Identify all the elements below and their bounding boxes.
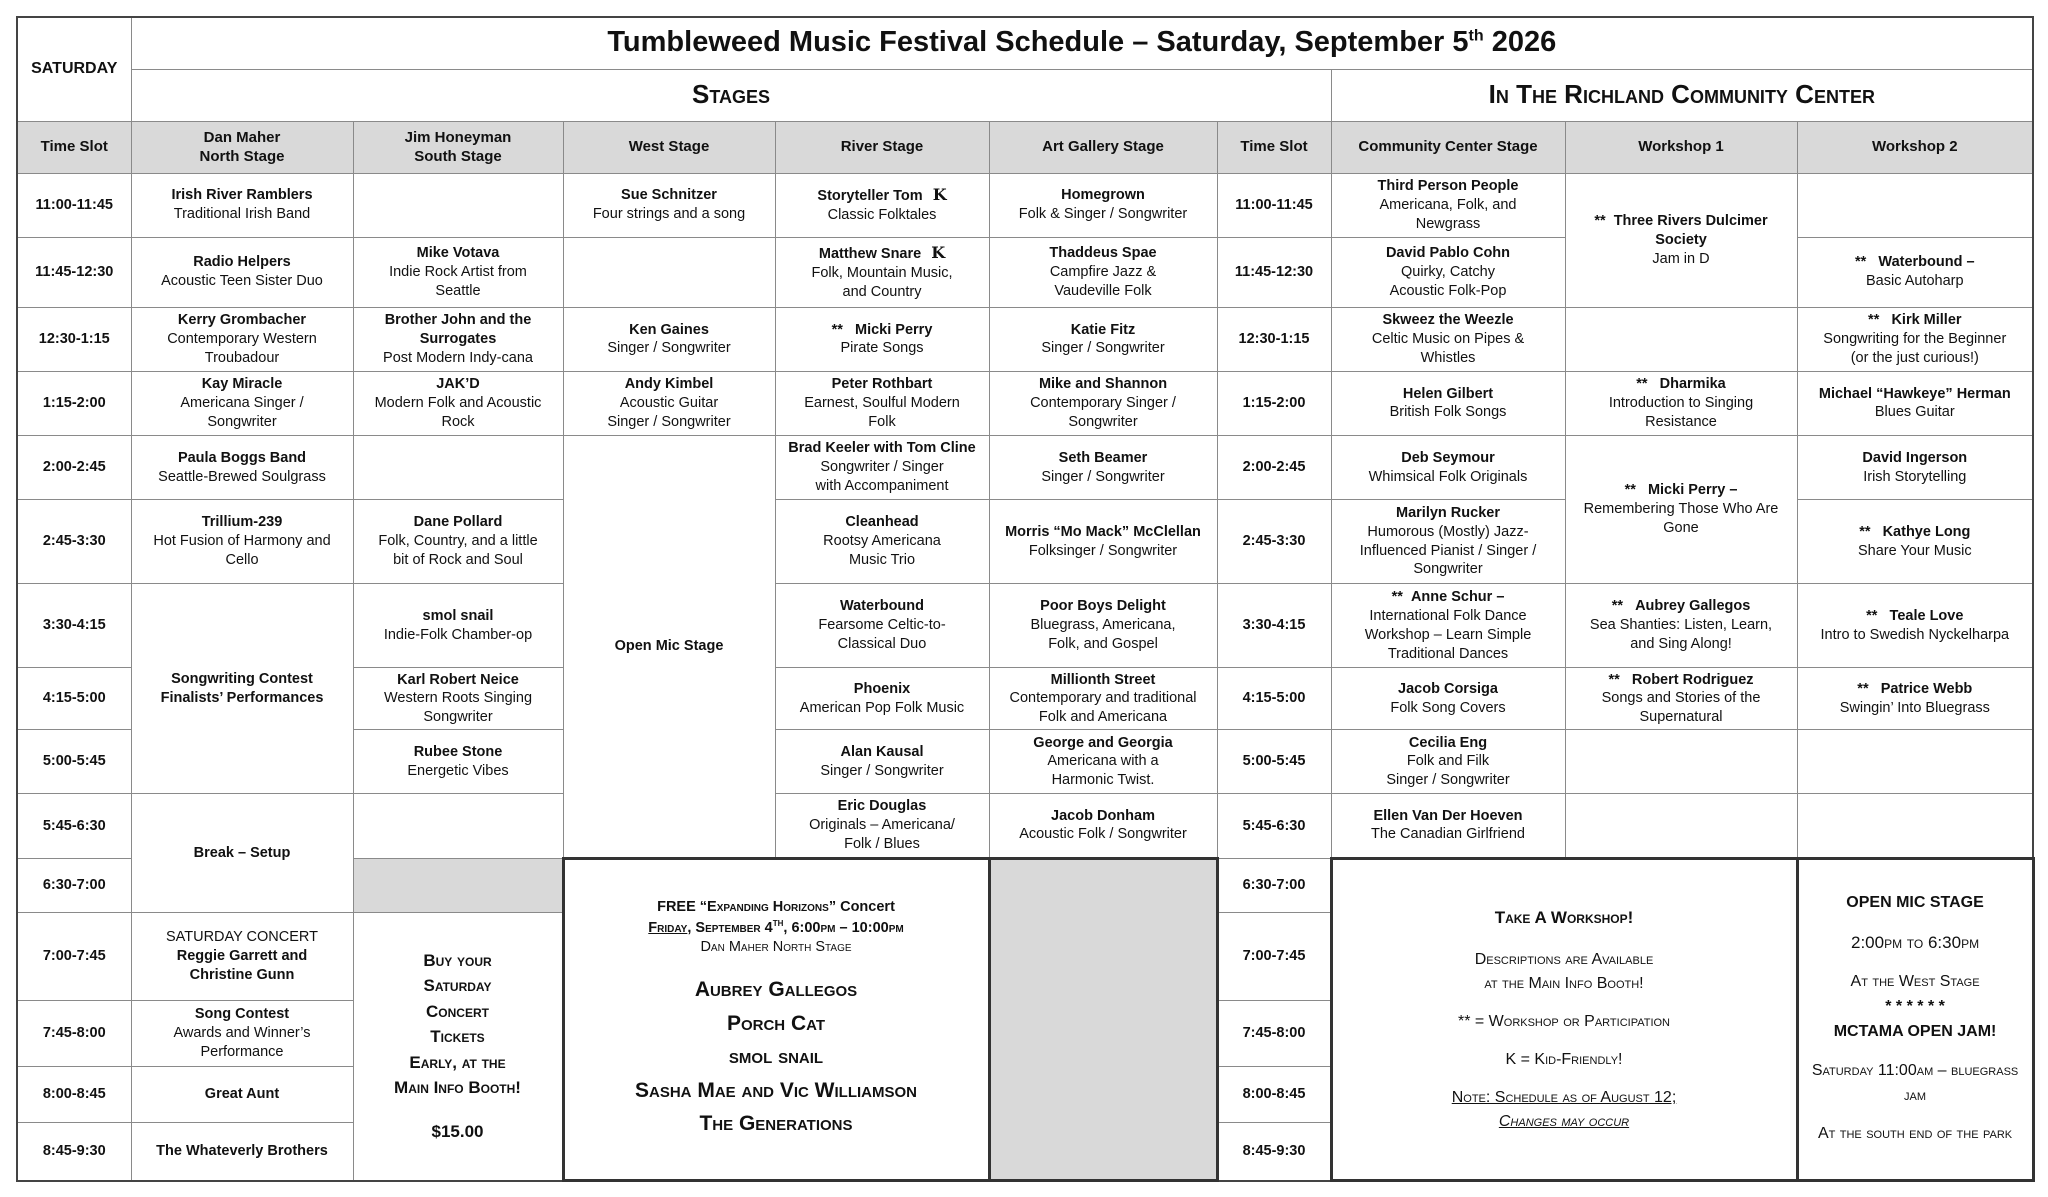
ticket-price: $15.00 — [431, 1121, 484, 1141]
time-slot: 3:30-4:15 — [1217, 584, 1331, 668]
promo-act: Aubrey Gallegos — [694, 977, 858, 1001]
stages-section-header: Stages — [131, 69, 1331, 121]
workshop-1-slot-empty — [1565, 794, 1797, 858]
time-slot: 5:00-5:45 — [17, 730, 131, 794]
art-gallery-stage-slot: Poor Boys Delight Bluegrass, Americana, Folk, and Gospel — [989, 584, 1217, 668]
time-slot: 7:45-8:00 — [17, 1000, 131, 1066]
col-header-workshop-1: Workshop 1 — [1565, 121, 1797, 173]
workshop-1-slot: ** Dharmika Introduction to Singing Resistance — [1565, 371, 1797, 435]
workshop-2-slot: Michael “Hawkeye” Herman Blues Guitar — [1797, 371, 2033, 435]
north-stage-slot: Great Aunt — [131, 1066, 353, 1122]
west-stage-open-mic: Open Mic Stage — [563, 436, 775, 859]
north-stage-slot: Irish River Ramblers Traditional Irish Band — [131, 173, 353, 237]
workshop-2-slot: ** Teale Love Intro to Swedish Nyckelharpa — [1797, 584, 2033, 668]
col-header-community-center-stage: Community Center Stage — [1331, 121, 1565, 173]
workshop-2-slot: ** Waterbound – Basic Autoharp — [1797, 237, 2033, 307]
south-stage-slot-empty — [353, 794, 563, 858]
community-center-slot: Skweez the Weezle Celtic Music on Pipes & Whistles — [1331, 307, 1565, 371]
west-stage-slot-empty — [563, 237, 775, 307]
art-gallery-stage-slot: Thaddeus Spae Campfire Jazz & Vaudeville Folk — [989, 237, 1217, 307]
river-stage-slot: Brad Keeler with Tom Cline Songwriter / Singer with Accompaniment — [775, 436, 989, 500]
time-slot: 11:00-11:45 — [1217, 173, 1331, 237]
time-slot: 5:00-5:45 — [1217, 730, 1331, 794]
promo-act: Porch Cat — [726, 1011, 826, 1035]
time-slot: 12:30-1:15 — [17, 307, 131, 371]
col-header-south-stage: Jim Honeyman South Stage — [353, 121, 563, 173]
col-header-art-gallery-stage: Art Gallery Stage — [989, 121, 1217, 173]
col-header-river-stage: River Stage — [775, 121, 989, 173]
workshop-2-slot-empty — [1797, 794, 2033, 858]
time-slot: 7:00-7:45 — [1217, 912, 1331, 1000]
art-gallery-stage-slot: Jacob Donham Acoustic Folk / Songwriter — [989, 794, 1217, 858]
time-slot: 7:00-7:45 — [17, 912, 131, 1000]
time-slot: 1:15-2:00 — [17, 371, 131, 435]
north-stage-slot: Trillium-239 Hot Fusion of Harmony and Cello — [131, 500, 353, 584]
community-center-slot: David Pablo Cohn Quirky, Catchy Acoustic Folk-Pop — [1331, 237, 1565, 307]
workshop-1-slot: ** Micki Perry – Remembering Those Who Are Gone — [1565, 436, 1797, 584]
workshop-1-slot-empty — [1565, 307, 1797, 371]
time-slot: 11:45-12:30 — [1217, 237, 1331, 307]
community-center-slot: Cecilia Eng Folk and Filk Singer / Songwriter — [1331, 730, 1565, 794]
north-stage-slot: Radio Helpers Acoustic Teen Sister Duo — [131, 237, 353, 307]
river-stage-slot: Waterbound Fearsome Celtic-to- Classical Duo — [775, 584, 989, 668]
festival-schedule-table — [16, 16, 2035, 1182]
workshop-1-slot-empty — [1565, 730, 1797, 794]
promo-act: The Generations — [699, 1112, 853, 1136]
river-stage-slot: Eric Douglas Originals – Americana/ Folk / Blues — [775, 794, 989, 858]
art-gallery-closed-block — [989, 858, 1217, 1181]
north-stage-slot: Songwriting Contest Finalists’ Performances — [131, 584, 353, 794]
time-slot: 8:00-8:45 — [1217, 1066, 1331, 1122]
workshop-2-slot: David Ingerson Irish Storytelling — [1797, 436, 2033, 500]
time-slot: 8:00-8:45 — [17, 1066, 131, 1122]
community-center-slot: Helen Gilbert British Folk Songs — [1331, 371, 1565, 435]
river-stage-slot: ** Micki Perry Pirate Songs — [775, 307, 989, 371]
river-stage-slot: Phoenix American Pop Folk Music — [775, 668, 989, 730]
col-header-west-stage: West Stage — [563, 121, 775, 173]
workshop-2-slot-empty — [1797, 730, 2033, 794]
workshop-2-slot-empty — [1797, 173, 2033, 237]
south-stage-slot-closed — [353, 858, 563, 912]
art-gallery-stage-slot: Seth Beamer Singer / Songwriter — [989, 436, 1217, 500]
north-stage-slot: Kerry Grombacher Contemporary Western Troubadour — [131, 307, 353, 371]
south-stage-slot: Mike Votava Indie Rock Artist from Seattle — [353, 237, 563, 307]
time-slot: 2:45-3:30 — [1217, 500, 1331, 584]
community-center-slot: Marilyn Rucker Humorous (Mostly) Jazz- Influenced Pianist / Singer / Songwriter — [1331, 500, 1565, 584]
time-slot: 5:45-6:30 — [1217, 794, 1331, 858]
time-slot: 3:30-4:15 — [17, 584, 131, 668]
community-center-slot: Jacob Corsiga Folk Song Covers — [1331, 668, 1565, 730]
north-stage-slot: Break – Setup — [131, 794, 353, 912]
north-stage-slot: Kay Miracle Americana Singer / Songwriter — [131, 371, 353, 435]
south-stage-slot-empty — [353, 173, 563, 237]
workshop-2-slot: ** Kathye Long Share Your Music — [1797, 500, 2033, 584]
art-gallery-stage-slot: Katie Fitz Singer / Songwriter — [989, 307, 1217, 371]
time-slot: 8:45-9:30 — [17, 1122, 131, 1180]
workshop-1-slot: ** Robert Rodriguez Songs and Stories of the Supernatural — [1565, 668, 1797, 730]
south-stage-slot: Dane Pollard Folk, Country, and a little bit of Rock and Soul — [353, 500, 563, 584]
art-gallery-stage-slot: Homegrown Folk & Singer / Songwriter — [989, 173, 1217, 237]
community-center-slot: Ellen Van Der Hoeven The Canadian Girlfriend — [1331, 794, 1565, 858]
time-slot: 5:45-6:30 — [17, 794, 131, 858]
promo-act: Sasha Mae and Vic Williamson — [635, 1078, 917, 1102]
west-stage-slot: Andy Kimbel Acoustic Guitar Singer / Songwriter — [563, 371, 775, 435]
river-stage-slot: Cleanhead Rootsy Americana Music Trio — [775, 500, 989, 584]
time-slot: 1:15-2:00 — [1217, 371, 1331, 435]
time-slot: 12:30-1:15 — [1217, 307, 1331, 371]
time-slot: 2:00-2:45 — [17, 436, 131, 500]
art-gallery-stage-slot: Mike and Shannon Contemporary Singer / Songwriter — [989, 371, 1217, 435]
col-header-workshop-2: Workshop 2 — [1797, 121, 2033, 173]
time-slot: 7:45-8:00 — [1217, 1000, 1331, 1066]
workshop-2-slot: ** Kirk Miller Songwriting for the Beginner (or the just curious!) — [1797, 307, 2033, 371]
time-slot: 2:45-3:30 — [17, 500, 131, 584]
west-stage-slot: Sue Schnitzer Four strings and a song — [563, 173, 775, 237]
promo-act: smol snail — [728, 1045, 824, 1069]
river-stage-slot: Matthew Snare K Folk, Mountain Music, and Country — [775, 237, 989, 307]
concert-tickets-notice: Buy your Saturday Concert Tickets Early, at the Main Info Booth! $15.00 — [353, 912, 563, 1180]
time-slot: 4:15-5:00 — [17, 668, 131, 730]
kid-friendly-icon: K — [932, 185, 947, 205]
time-slot: 6:30-7:00 — [1217, 858, 1331, 912]
time-slot: 8:45-9:30 — [1217, 1122, 1331, 1180]
workshop-2-slot: ** Patrice Webb Swingin’ Into Bluegrass — [1797, 668, 2033, 730]
south-stage-slot: Karl Robert Neice Western Roots Singing Songwriter — [353, 668, 563, 730]
community-center-slot: ** Anne Schur – International Folk Dance Workshop – Learn Simple Traditional Dances — [1331, 584, 1565, 668]
north-stage-slot: Paula Boggs Band Seattle-Brewed Soulgrass — [131, 436, 353, 500]
west-stage-slot: Ken Gaines Singer / Songwriter — [563, 307, 775, 371]
art-gallery-stage-slot: Morris “Mo Mack” McClellan Folksinger / Songwriter — [989, 500, 1217, 584]
river-stage-slot: Storyteller Tom K Classic Folktales — [775, 173, 989, 237]
river-stage-slot: Peter Rothbart Earnest, Soulful Modern Folk — [775, 371, 989, 435]
page-title: Tumbleweed Music Festival Schedule – Saturday, September 5th 2026 — [131, 17, 2033, 69]
time-slot: 11:45-12:30 — [17, 237, 131, 307]
workshop-1-slot: ** Aubrey Gallegos Sea Shanties: Listen, Learn, and Sing Along! — [1565, 584, 1797, 668]
time-slot: 4:15-5:00 — [1217, 668, 1331, 730]
time-slot: 11:00-11:45 — [17, 173, 131, 237]
river-stage-slot: Alan Kausal Singer / Songwriter — [775, 730, 989, 794]
south-stage-slot: JAK’D Modern Folk and Acoustic Rock — [353, 371, 563, 435]
expanding-horizons-promo: FREE “Expanding Horizons” Concert Friday, September 4th, 6:00pm – 10:00pm Dan Maher North Stage Aubrey Gallegos Porch Cat smol snail Sasha Mae and Vic Williamson The Generations — [563, 858, 989, 1181]
col-header-north-stage: Dan Maher North Stage — [131, 121, 353, 173]
north-stage-slot: SATURDAY CONCERT Reggie Garrett and Christine Gunn — [131, 912, 353, 1000]
workshop-info-box: Take A Workshop! Descriptions are Available at the Main Info Booth! ** = Workshop or Participation K = Kid-Friendly! Note: Schedule as of August 12; Changes may occur — [1331, 858, 1797, 1181]
col-header-time-slot-2: Time Slot — [1217, 121, 1331, 173]
day-label: SATURDAY — [17, 17, 131, 121]
time-slot: 6:30-7:00 — [17, 858, 131, 912]
south-stage-slot: Rubee Stone Energetic Vibes — [353, 730, 563, 794]
open-mic-info-box: OPEN MIC STAGE 2:00pm to 6:30pm At the West Stage * * * * * * MCTAMA OPEN JAM! Saturday 11:00am – bluegrass jam At the south end of the park — [1797, 858, 2033, 1181]
north-stage-slot: Song Contest Awards and Winner’s Performance — [131, 1000, 353, 1066]
col-header-time-slot: Time Slot — [17, 121, 131, 173]
kid-friendly-icon: K — [931, 243, 946, 263]
workshop-1-slot: ** Three Rivers Dulcimer Society Jam in D — [1565, 173, 1797, 307]
community-center-section-header: In The Richland Community Center — [1331, 69, 2033, 121]
community-center-slot: Third Person People Americana, Folk, and Newgrass — [1331, 173, 1565, 237]
south-stage-slot: smol snail Indie-Folk Chamber-op — [353, 584, 563, 668]
art-gallery-stage-slot: George and Georgia Americana with a Harmonic Twist. — [989, 730, 1217, 794]
art-gallery-stage-slot: Millionth Street Contemporary and traditional Folk and Americana — [989, 668, 1217, 730]
south-stage-slot-empty — [353, 436, 563, 500]
community-center-slot: Deb Seymour Whimsical Folk Originals — [1331, 436, 1565, 500]
south-stage-slot: Brother John and the Surrogates Post Modern Indy-cana — [353, 307, 563, 371]
north-stage-slot: The Whateverly Brothers — [131, 1122, 353, 1180]
time-slot: 2:00-2:45 — [1217, 436, 1331, 500]
